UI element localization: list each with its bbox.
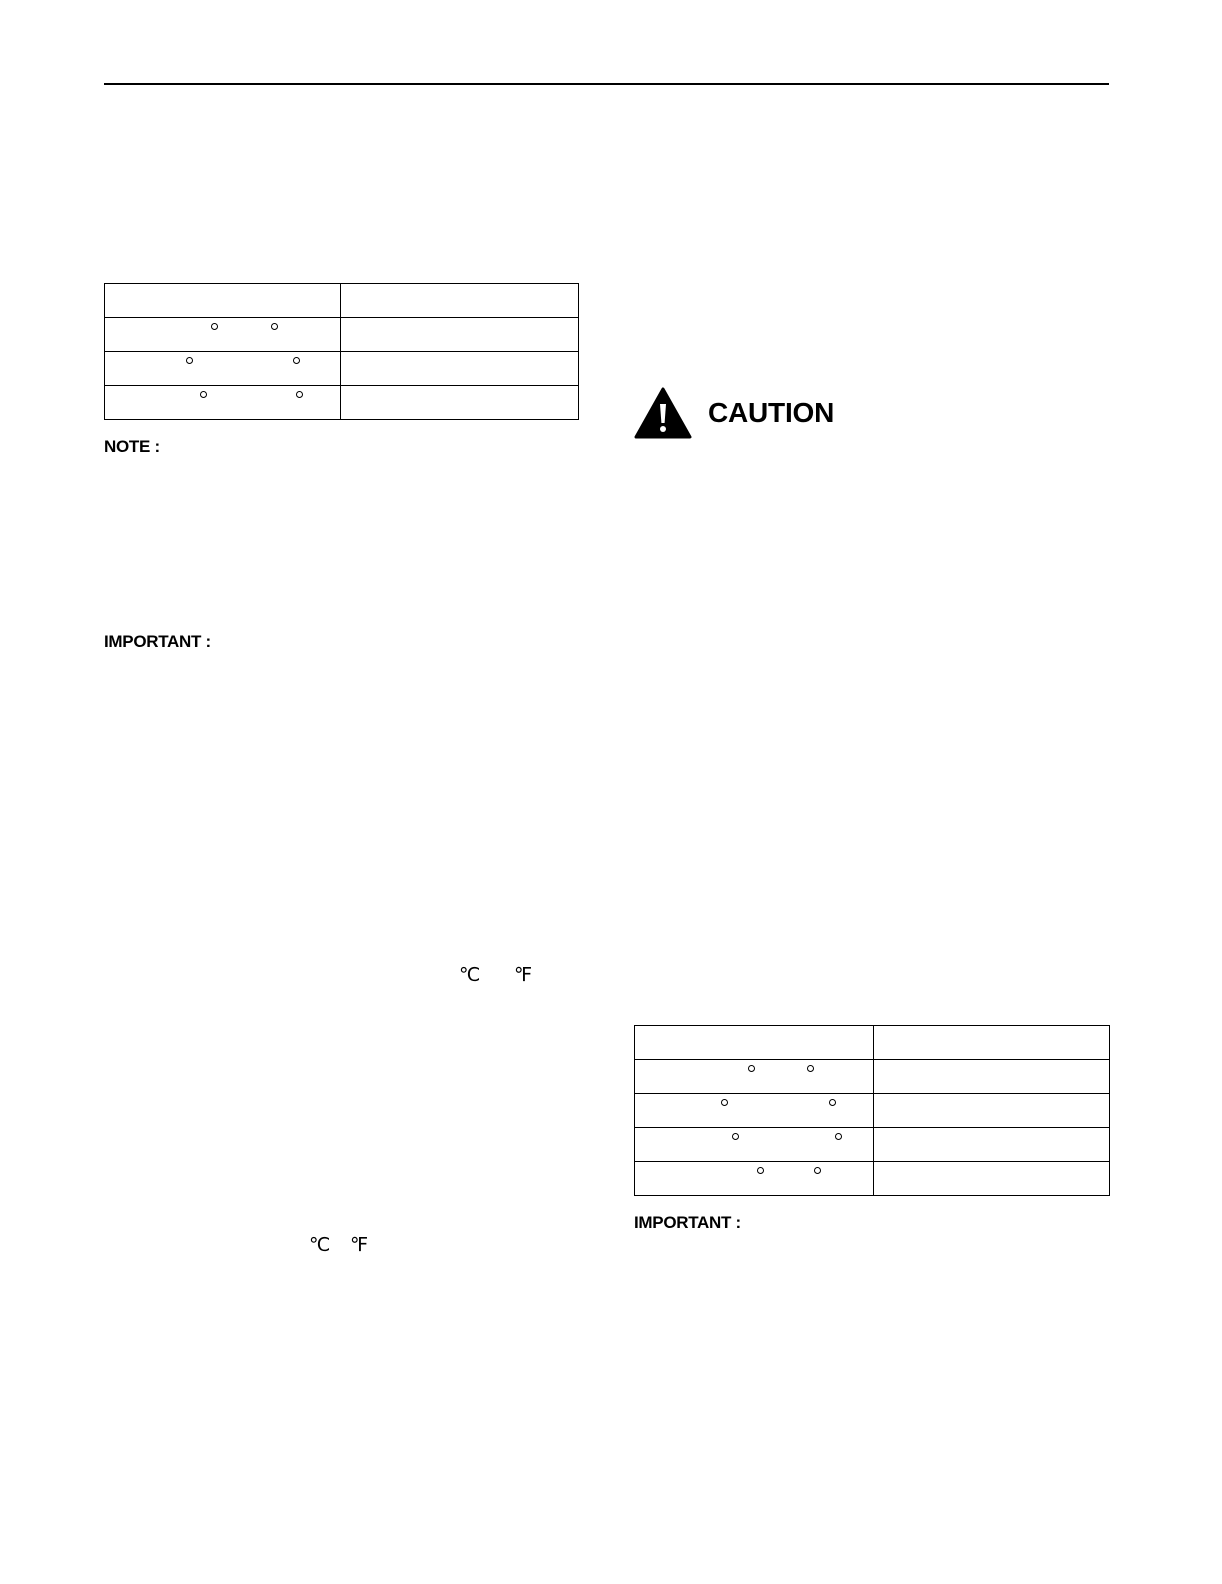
table-cell	[105, 284, 341, 318]
warning-triangle-icon	[634, 387, 692, 439]
degree-mark	[757, 1167, 764, 1174]
degree-mark	[271, 323, 278, 330]
table-cell	[341, 284, 579, 318]
table-cell	[635, 1128, 874, 1162]
table-cell	[341, 386, 579, 420]
important-label: IMPORTANT :	[104, 632, 211, 651]
degree-mark	[807, 1065, 814, 1072]
table-cell	[874, 1128, 1110, 1162]
table-cell	[105, 352, 341, 386]
table-row	[105, 386, 579, 420]
degree-mark	[186, 357, 193, 364]
header-rule	[104, 83, 1109, 85]
table-cell	[635, 1060, 874, 1094]
degree-mark	[732, 1133, 739, 1140]
table-cell	[874, 1060, 1110, 1094]
celsius-unit: ℃	[309, 1235, 331, 1256]
table-row	[635, 1060, 1110, 1094]
table-cell	[105, 318, 341, 352]
table-row	[635, 1128, 1110, 1162]
degree-mark	[211, 323, 218, 330]
important-label: IMPORTANT :	[634, 1213, 741, 1232]
table-row	[105, 352, 579, 386]
degree-mark	[748, 1065, 755, 1072]
note-label: NOTE :	[104, 437, 160, 456]
table-cell	[874, 1162, 1110, 1196]
caution-banner	[634, 387, 834, 439]
table-cell	[105, 386, 341, 420]
fahrenheit-unit: ℉	[350, 1235, 369, 1256]
table-row	[105, 318, 579, 352]
degree-mark	[835, 1133, 842, 1140]
table-cell	[341, 352, 579, 386]
celsius-unit: ℃	[459, 965, 481, 986]
table-row	[635, 1026, 1110, 1060]
degree-mark	[721, 1099, 728, 1106]
degree-mark	[293, 357, 300, 364]
degree-mark	[200, 391, 207, 398]
right-temperature-table	[634, 1025, 1110, 1196]
caution-text: CAUTION	[708, 397, 835, 428]
table-cell	[341, 318, 579, 352]
table-row	[635, 1094, 1110, 1128]
degree-mark	[296, 391, 303, 398]
table-cell	[874, 1094, 1110, 1128]
left-temperature-table	[104, 283, 579, 420]
table-cell	[635, 1094, 874, 1128]
degree-mark	[829, 1099, 836, 1106]
table-cell	[635, 1026, 874, 1060]
table-row	[105, 284, 579, 318]
table-cell	[635, 1162, 874, 1196]
table-row	[635, 1162, 1110, 1196]
degree-mark	[814, 1167, 821, 1174]
table-cell	[874, 1026, 1110, 1060]
fahrenheit-unit: ℉	[514, 965, 533, 986]
